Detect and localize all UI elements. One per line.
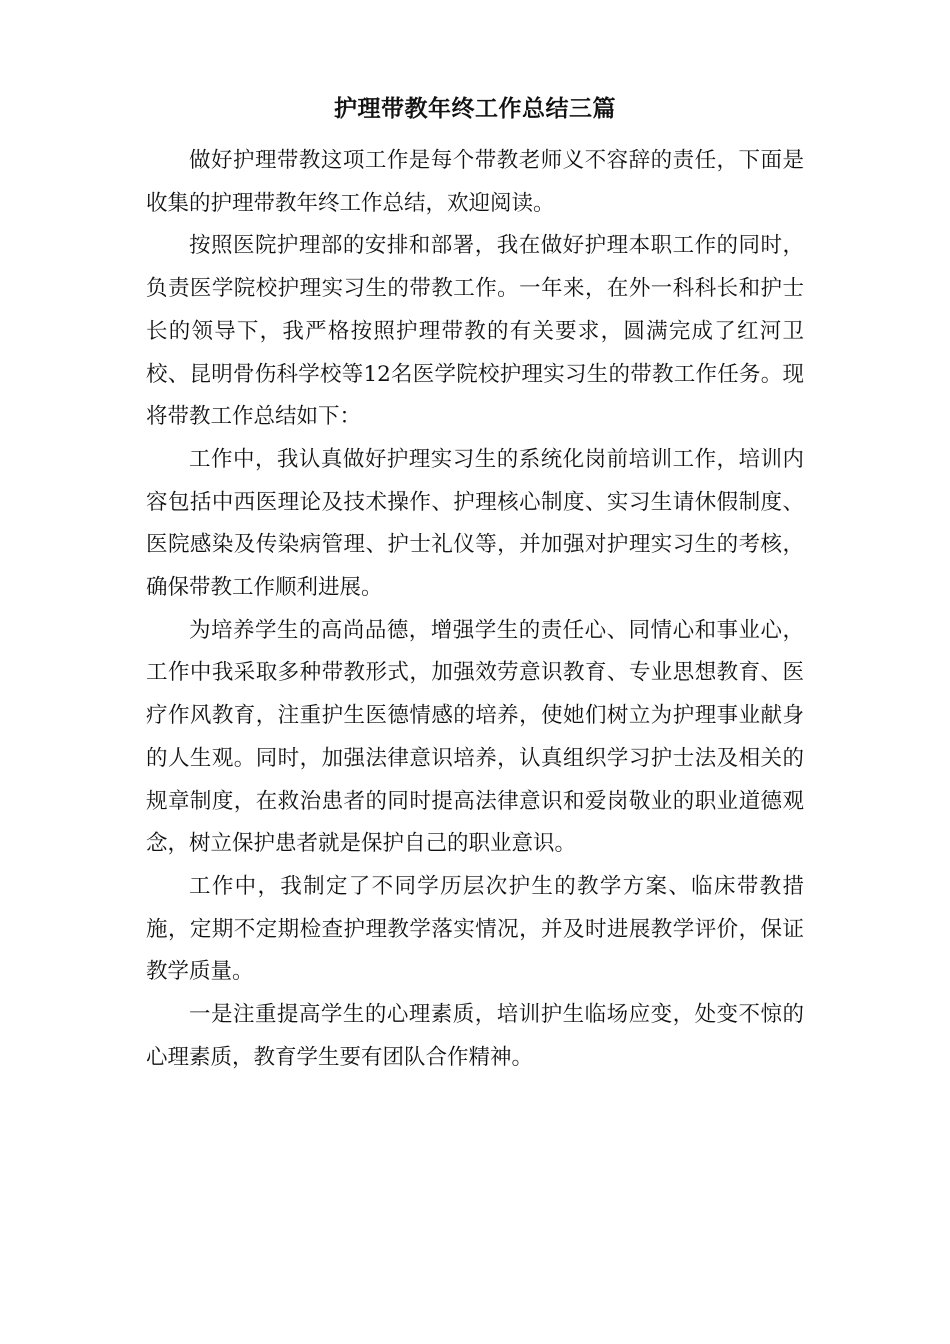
paragraph-intro: 做好护理带教这项工作是每个带教老师义不容辞的责任，下面是收集的护理带教年终工作总结，欢迎阅读。 [146, 148, 804, 216]
document-title: 护理带教年终工作总结三篇 [334, 95, 616, 122]
paragraph-psychology: 一是注重提高学生的心理素质，培训护生临场应变，处变不惊的心理素质，教育学生要有团队合作精神。 [146, 1002, 804, 1070]
document-body [146, 140, 804, 1079]
paragraph-ethics: 为培养学生的高尚品德，增强学生的责任心、同情心和事业心，工作中我采取多种带教形式，加强效劳意识教育、专业思想教育、医疗作风教育，注重护生医德情感的培养，使她们树立为护理事业献身的人生观。同时，加强法律意识培养，认真组织学习护士法及相关的规章制度，在救治患者的同时提高法律意识和爱岗敬业的职业道德观念，树立保护患者就是保护自己的职业意识。 [146, 617, 804, 857]
paragraph-overview: 按照医院护理部的安排和部署，我在做好护理本职工作的同时，负责医学院校护理实习生的带教工作。一年来，在外一科科长和护士长的领导下，我严格按照护理带教的有关要求，圆满完成了红河卫校、昆明骨伤科学校等12名医学院校护理实习生的带教工作任务。现将带教工作总结如下： [146, 233, 804, 430]
paragraph-training: 工作中，我认真做好护理实习生的系统化岗前培训工作，培训内容包括中西医理论及技术操作、护理核心制度、实习生请休假制度、医院感染及传染病管理、护士礼仪等，并加强对护理实习生的考核，确保带教工作顺利进展。 [146, 446, 804, 601]
paragraph-teaching-plan: 工作中，我制定了不同学历层次护生的教学方案、临床带教措施，定期不定期检查护理教学落实情况，并及时进展教学评价，保证教学质量。 [146, 873, 804, 985]
